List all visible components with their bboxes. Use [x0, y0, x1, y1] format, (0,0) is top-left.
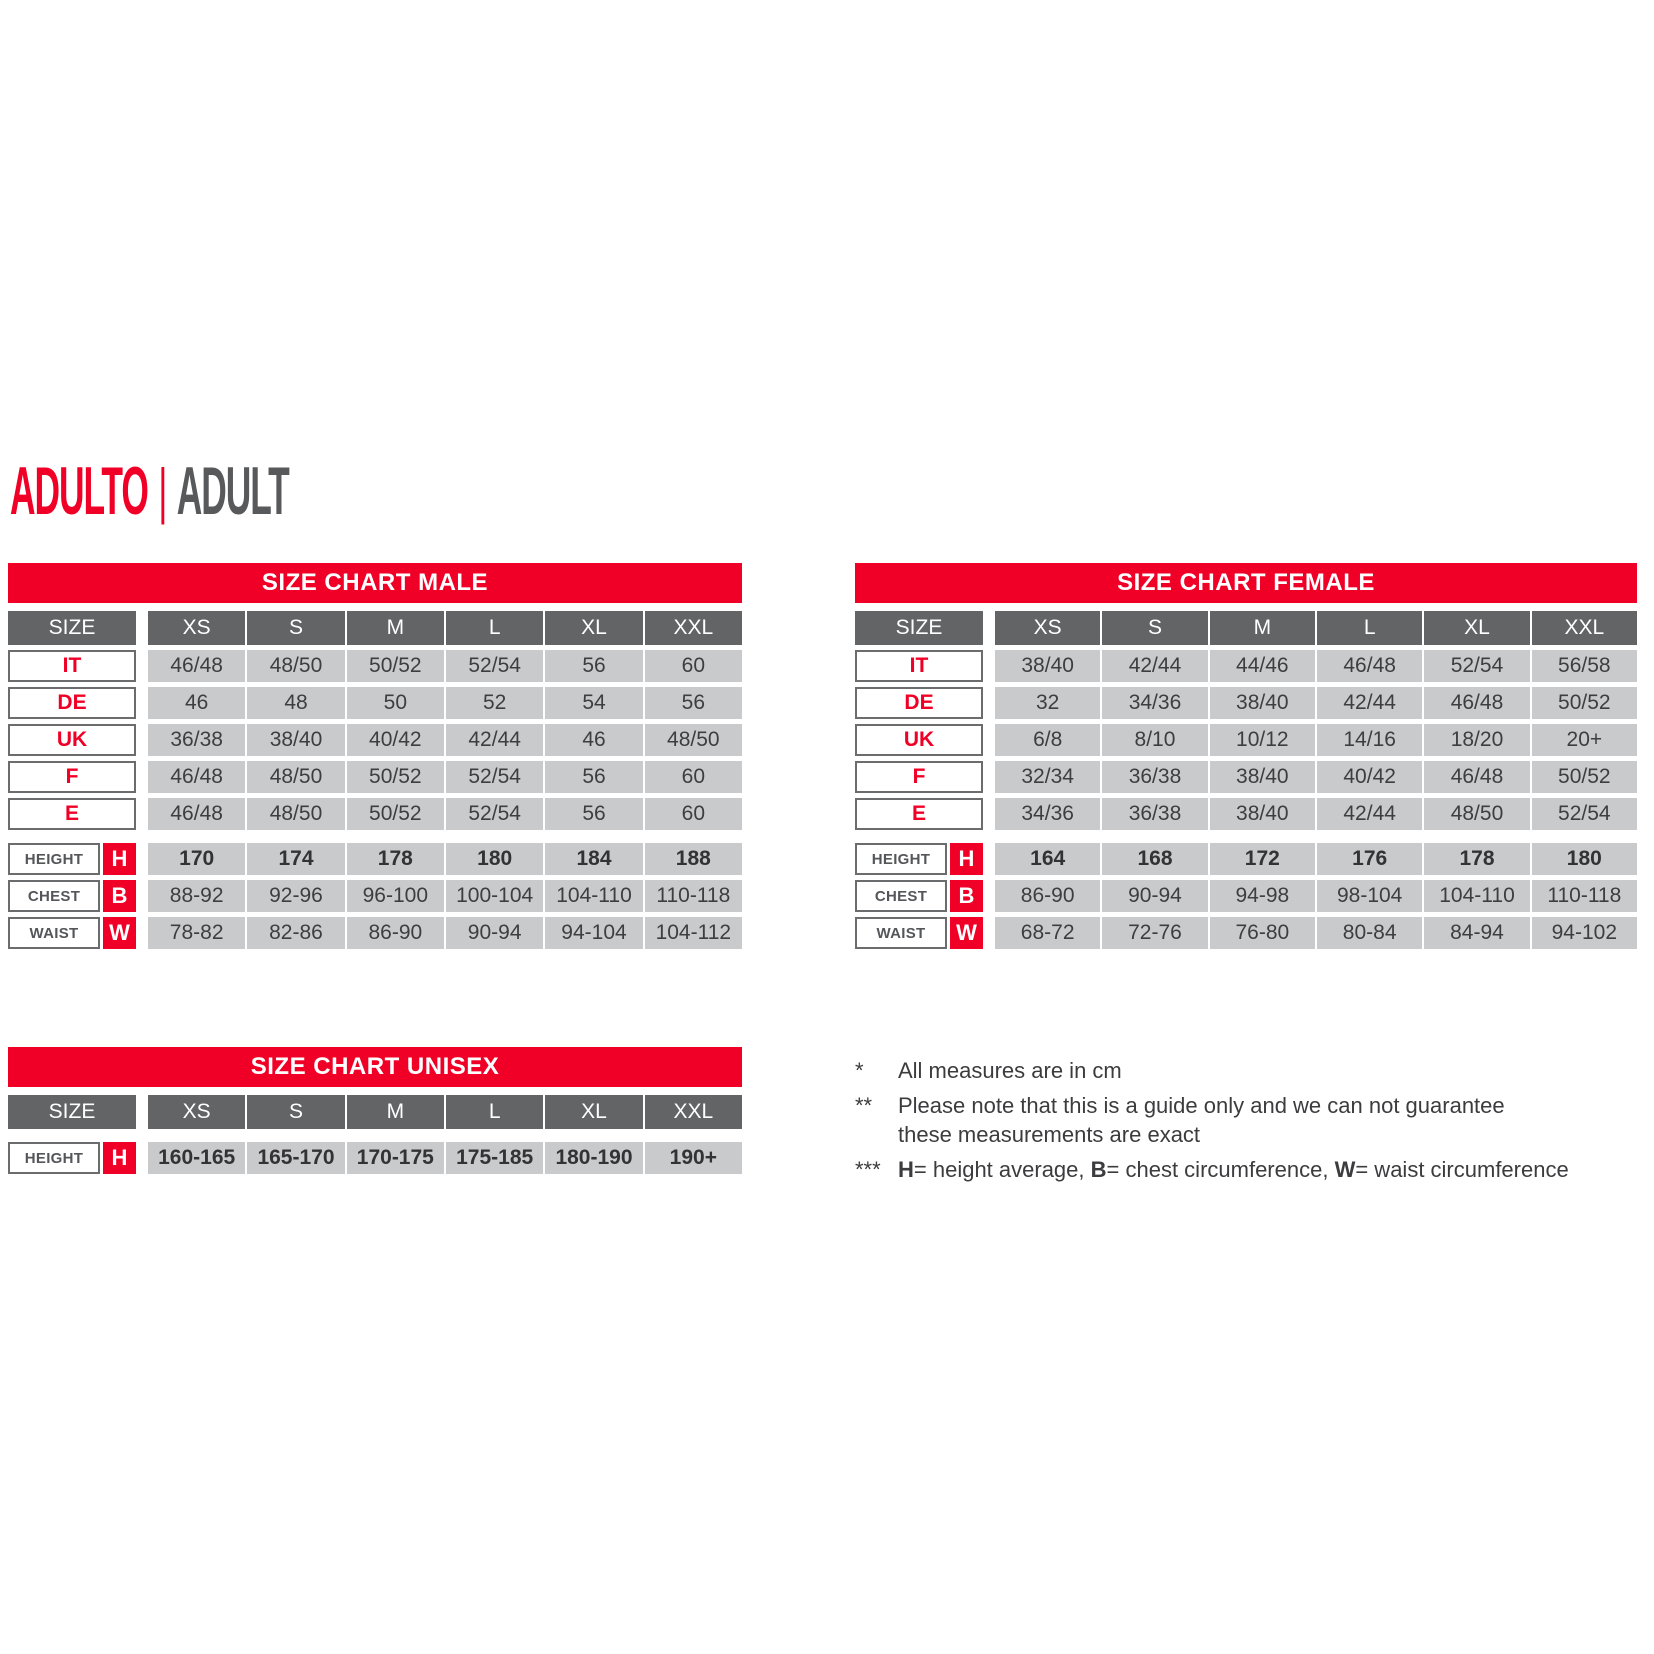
size-cell: 34/36	[1102, 687, 1207, 719]
column-gap	[138, 798, 146, 830]
size-cell: 36/38	[1102, 761, 1207, 793]
size-cell: 18/20	[1424, 724, 1529, 756]
size-cell: 46	[148, 687, 245, 719]
size-cell: 42/44	[1102, 650, 1207, 682]
measure-cell: 86-90	[995, 880, 1100, 912]
measure-label	[8, 880, 136, 912]
measure-name: HEIGHT	[855, 843, 947, 875]
measure-name: WAIST	[8, 917, 100, 949]
measure-cell: 72-76	[1102, 917, 1207, 949]
region-label: IT	[8, 650, 136, 682]
size-cell: 46/48	[148, 650, 245, 682]
measure-cell: 98-104	[1317, 880, 1422, 912]
size-cell: 60	[645, 650, 742, 682]
measure-cell: 170-175	[347, 1142, 444, 1174]
size-chart-male	[8, 563, 742, 949]
measure-cell: 184	[545, 843, 642, 875]
region-label: F	[8, 761, 136, 793]
column-gap	[985, 650, 993, 682]
measure-cell: 104-112	[645, 917, 742, 949]
footnote	[855, 1056, 1650, 1085]
size-cell: 36/38	[148, 724, 245, 756]
size-cell: 50/52	[347, 650, 444, 682]
column-gap	[138, 650, 146, 682]
column-gap	[138, 1142, 146, 1174]
column-gap	[138, 687, 146, 719]
footnote	[855, 1091, 1650, 1149]
size-cell: 20+	[1532, 724, 1637, 756]
size-cell: 50/52	[1532, 687, 1637, 719]
measure-cell: 86-90	[347, 917, 444, 949]
size-cell: 48/50	[247, 650, 344, 682]
size-cell: 32	[995, 687, 1100, 719]
measure-name: HEIGHT	[8, 843, 100, 875]
column-header: L	[1317, 611, 1422, 645]
size-cell: 6/8	[995, 724, 1100, 756]
measure-cell: 178	[347, 843, 444, 875]
column-gap	[985, 843, 993, 875]
measure-cell: 174	[247, 843, 344, 875]
size-cell: 44/46	[1210, 650, 1315, 682]
footnote-key: W	[1334, 1157, 1356, 1182]
column-gap	[985, 724, 993, 756]
size-cell: 46	[545, 724, 642, 756]
column-header: XL	[545, 611, 642, 645]
measure-letter-badge: W	[950, 917, 983, 949]
region-label: DE	[8, 687, 136, 719]
size-cell: 32/34	[995, 761, 1100, 793]
size-cell: 52/54	[1424, 650, 1529, 682]
measure-label	[855, 880, 983, 912]
measure-cell: 68-72	[995, 917, 1100, 949]
measure-cell: 82-86	[247, 917, 344, 949]
page-title	[10, 452, 289, 530]
column-gap	[138, 611, 146, 645]
size-cell: 46/48	[1317, 650, 1422, 682]
size-cell: 38/40	[1210, 798, 1315, 830]
measure-cell: 172	[1210, 843, 1315, 875]
measure-cell: 188	[645, 843, 742, 875]
column-header: XS	[148, 1095, 245, 1129]
size-cell: 34/36	[995, 798, 1100, 830]
size-chart-unisex	[8, 1047, 742, 1174]
column-header: XL	[1424, 611, 1529, 645]
footnote-key: B	[1090, 1157, 1107, 1182]
column-gap	[985, 761, 993, 793]
measure-label	[855, 917, 983, 949]
size-cell: 46/48	[148, 761, 245, 793]
size-cell: 38/40	[1210, 761, 1315, 793]
footnote-text	[898, 1056, 1650, 1085]
section-gap	[8, 835, 742, 838]
size-cell: 52/54	[446, 798, 543, 830]
measure-cell: 90-94	[446, 917, 543, 949]
measure-label	[8, 843, 136, 875]
table-grid	[855, 611, 1637, 949]
footnote-segment: these measurements are exact	[898, 1122, 1201, 1147]
region-label: DE	[855, 687, 983, 719]
measure-label	[855, 843, 983, 875]
measure-cell: 76-80	[1210, 917, 1315, 949]
size-cell: 46/48	[148, 798, 245, 830]
column-header: M	[347, 1095, 444, 1129]
measure-label	[8, 1142, 136, 1174]
size-cell: 52/54	[446, 650, 543, 682]
column-header: M	[1210, 611, 1315, 645]
footnotes	[855, 1056, 1650, 1190]
footnote-text	[898, 1155, 1650, 1184]
size-cell: 56	[545, 761, 642, 793]
footnote-text	[898, 1091, 1650, 1149]
measure-cell: 176	[1317, 843, 1422, 875]
table-grid	[8, 611, 742, 949]
region-label: UK	[8, 724, 136, 756]
size-cell: 56/58	[1532, 650, 1637, 682]
measure-cell: 80-84	[1317, 917, 1422, 949]
size-column-header: SIZE	[8, 611, 136, 645]
measure-label	[8, 917, 136, 949]
measure-name: CHEST	[8, 880, 100, 912]
column-header: XXL	[645, 611, 742, 645]
column-header: XXL	[645, 1095, 742, 1129]
measure-cell: 94-98	[1210, 880, 1315, 912]
column-header: XS	[148, 611, 245, 645]
size-cell: 38/40	[995, 650, 1100, 682]
column-header: S	[247, 1095, 344, 1129]
measure-cell: 88-92	[148, 880, 245, 912]
size-column-header: SIZE	[8, 1095, 136, 1129]
measure-cell: 110-118	[645, 880, 742, 912]
column-header: XL	[545, 1095, 642, 1129]
size-chart-female	[855, 563, 1637, 949]
page-title-primary: ADULTO	[10, 453, 148, 529]
size-cell: 56	[545, 798, 642, 830]
size-cell: 48/50	[1424, 798, 1529, 830]
measure-letter-badge: H	[950, 843, 983, 875]
size-cell: 10/12	[1210, 724, 1315, 756]
measure-cell: 180-190	[545, 1142, 642, 1174]
column-header: L	[446, 611, 543, 645]
measure-name: CHEST	[855, 880, 947, 912]
footnote-marker: **	[855, 1093, 873, 1118]
measure-cell: 178	[1424, 843, 1529, 875]
footnote-segment: = height average,	[913, 1157, 1091, 1182]
column-header: XXL	[1532, 611, 1637, 645]
size-cell: 52/54	[446, 761, 543, 793]
column-gap	[985, 798, 993, 830]
table-title: SIZE CHART FEMALE	[855, 563, 1637, 603]
measure-letter-badge: B	[950, 880, 983, 912]
size-cell: 38/40	[1210, 687, 1315, 719]
size-cell: 56	[645, 687, 742, 719]
footnote-segment: All measures are in cm	[898, 1058, 1122, 1083]
region-label: UK	[855, 724, 983, 756]
size-cell: 42/44	[1317, 798, 1422, 830]
measure-letter-badge: W	[103, 917, 136, 949]
measure-cell: 78-82	[148, 917, 245, 949]
size-cell: 40/42	[347, 724, 444, 756]
measure-name: HEIGHT	[8, 1142, 100, 1174]
measure-cell: 170	[148, 843, 245, 875]
measure-cell: 92-96	[247, 880, 344, 912]
footnote-segment: Please note that this is a guide only and we can not guarantee	[898, 1093, 1505, 1118]
measure-cell: 175-185	[446, 1142, 543, 1174]
measure-cell: 96-100	[347, 880, 444, 912]
size-cell: 60	[645, 798, 742, 830]
size-cell: 42/44	[446, 724, 543, 756]
region-label: IT	[855, 650, 983, 682]
measure-cell: 168	[1102, 843, 1207, 875]
table-grid	[8, 1095, 742, 1174]
size-cell: 50/52	[1532, 761, 1637, 793]
column-gap	[985, 880, 993, 912]
size-cell: 8/10	[1102, 724, 1207, 756]
size-cell: 50/52	[347, 798, 444, 830]
column-gap	[138, 1095, 146, 1129]
footnote-key: H	[898, 1157, 914, 1182]
size-cell: 52	[446, 687, 543, 719]
size-cell: 36/38	[1102, 798, 1207, 830]
size-cell: 50	[347, 687, 444, 719]
footnote	[855, 1155, 1650, 1184]
column-header: S	[247, 611, 344, 645]
size-cell: 48/50	[247, 798, 344, 830]
section-gap	[8, 1134, 742, 1137]
column-gap	[985, 917, 993, 949]
size-cell: 54	[545, 687, 642, 719]
page-title-separator: |	[158, 456, 167, 526]
footnote-segment: = waist circumference	[1355, 1157, 1569, 1182]
size-cell: 46/48	[1424, 687, 1529, 719]
measure-cell: 84-94	[1424, 917, 1529, 949]
footnote-segment: = chest circumference,	[1106, 1157, 1335, 1182]
size-cell: 48	[247, 687, 344, 719]
column-header: S	[1102, 611, 1207, 645]
region-label: F	[855, 761, 983, 793]
size-cell: 56	[545, 650, 642, 682]
measure-letter-badge: B	[103, 880, 136, 912]
footnote-marker: *	[855, 1058, 864, 1083]
column-header: L	[446, 1095, 543, 1129]
table-title: SIZE CHART MALE	[8, 563, 742, 603]
measure-name: WAIST	[855, 917, 947, 949]
region-label: E	[8, 798, 136, 830]
measure-cell: 94-104	[545, 917, 642, 949]
measure-letter-badge: H	[103, 1142, 136, 1174]
column-gap	[138, 724, 146, 756]
size-cell: 52/54	[1532, 798, 1637, 830]
measure-cell: 94-102	[1532, 917, 1637, 949]
size-cell: 48/50	[645, 724, 742, 756]
column-gap	[138, 917, 146, 949]
column-gap	[138, 880, 146, 912]
measure-cell: 180	[446, 843, 543, 875]
measure-cell: 160-165	[148, 1142, 245, 1174]
footnote-marker: ***	[855, 1157, 881, 1182]
column-gap	[985, 611, 993, 645]
measure-cell: 190+	[645, 1142, 742, 1174]
measure-cell: 164	[995, 843, 1100, 875]
table-title: SIZE CHART UNISEX	[8, 1047, 742, 1087]
column-gap	[138, 761, 146, 793]
measure-cell: 100-104	[446, 880, 543, 912]
section-gap	[855, 835, 1637, 838]
column-gap	[985, 687, 993, 719]
size-cell: 50/52	[347, 761, 444, 793]
measure-cell: 90-94	[1102, 880, 1207, 912]
measure-cell: 165-170	[247, 1142, 344, 1174]
size-cell: 38/40	[247, 724, 344, 756]
size-cell: 40/42	[1317, 761, 1422, 793]
size-cell: 46/48	[1424, 761, 1529, 793]
region-label: E	[855, 798, 983, 830]
measure-cell: 110-118	[1532, 880, 1637, 912]
measure-cell: 104-110	[545, 880, 642, 912]
measure-cell: 180	[1532, 843, 1637, 875]
size-cell: 42/44	[1317, 687, 1422, 719]
size-cell: 14/16	[1317, 724, 1422, 756]
page-title-secondary: ADULT	[176, 453, 289, 529]
size-cell: 60	[645, 761, 742, 793]
size-column-header: SIZE	[855, 611, 983, 645]
column-gap	[138, 843, 146, 875]
measure-cell: 104-110	[1424, 880, 1529, 912]
column-header: M	[347, 611, 444, 645]
size-cell: 48/50	[247, 761, 344, 793]
measure-letter-badge: H	[103, 843, 136, 875]
column-header: XS	[995, 611, 1100, 645]
